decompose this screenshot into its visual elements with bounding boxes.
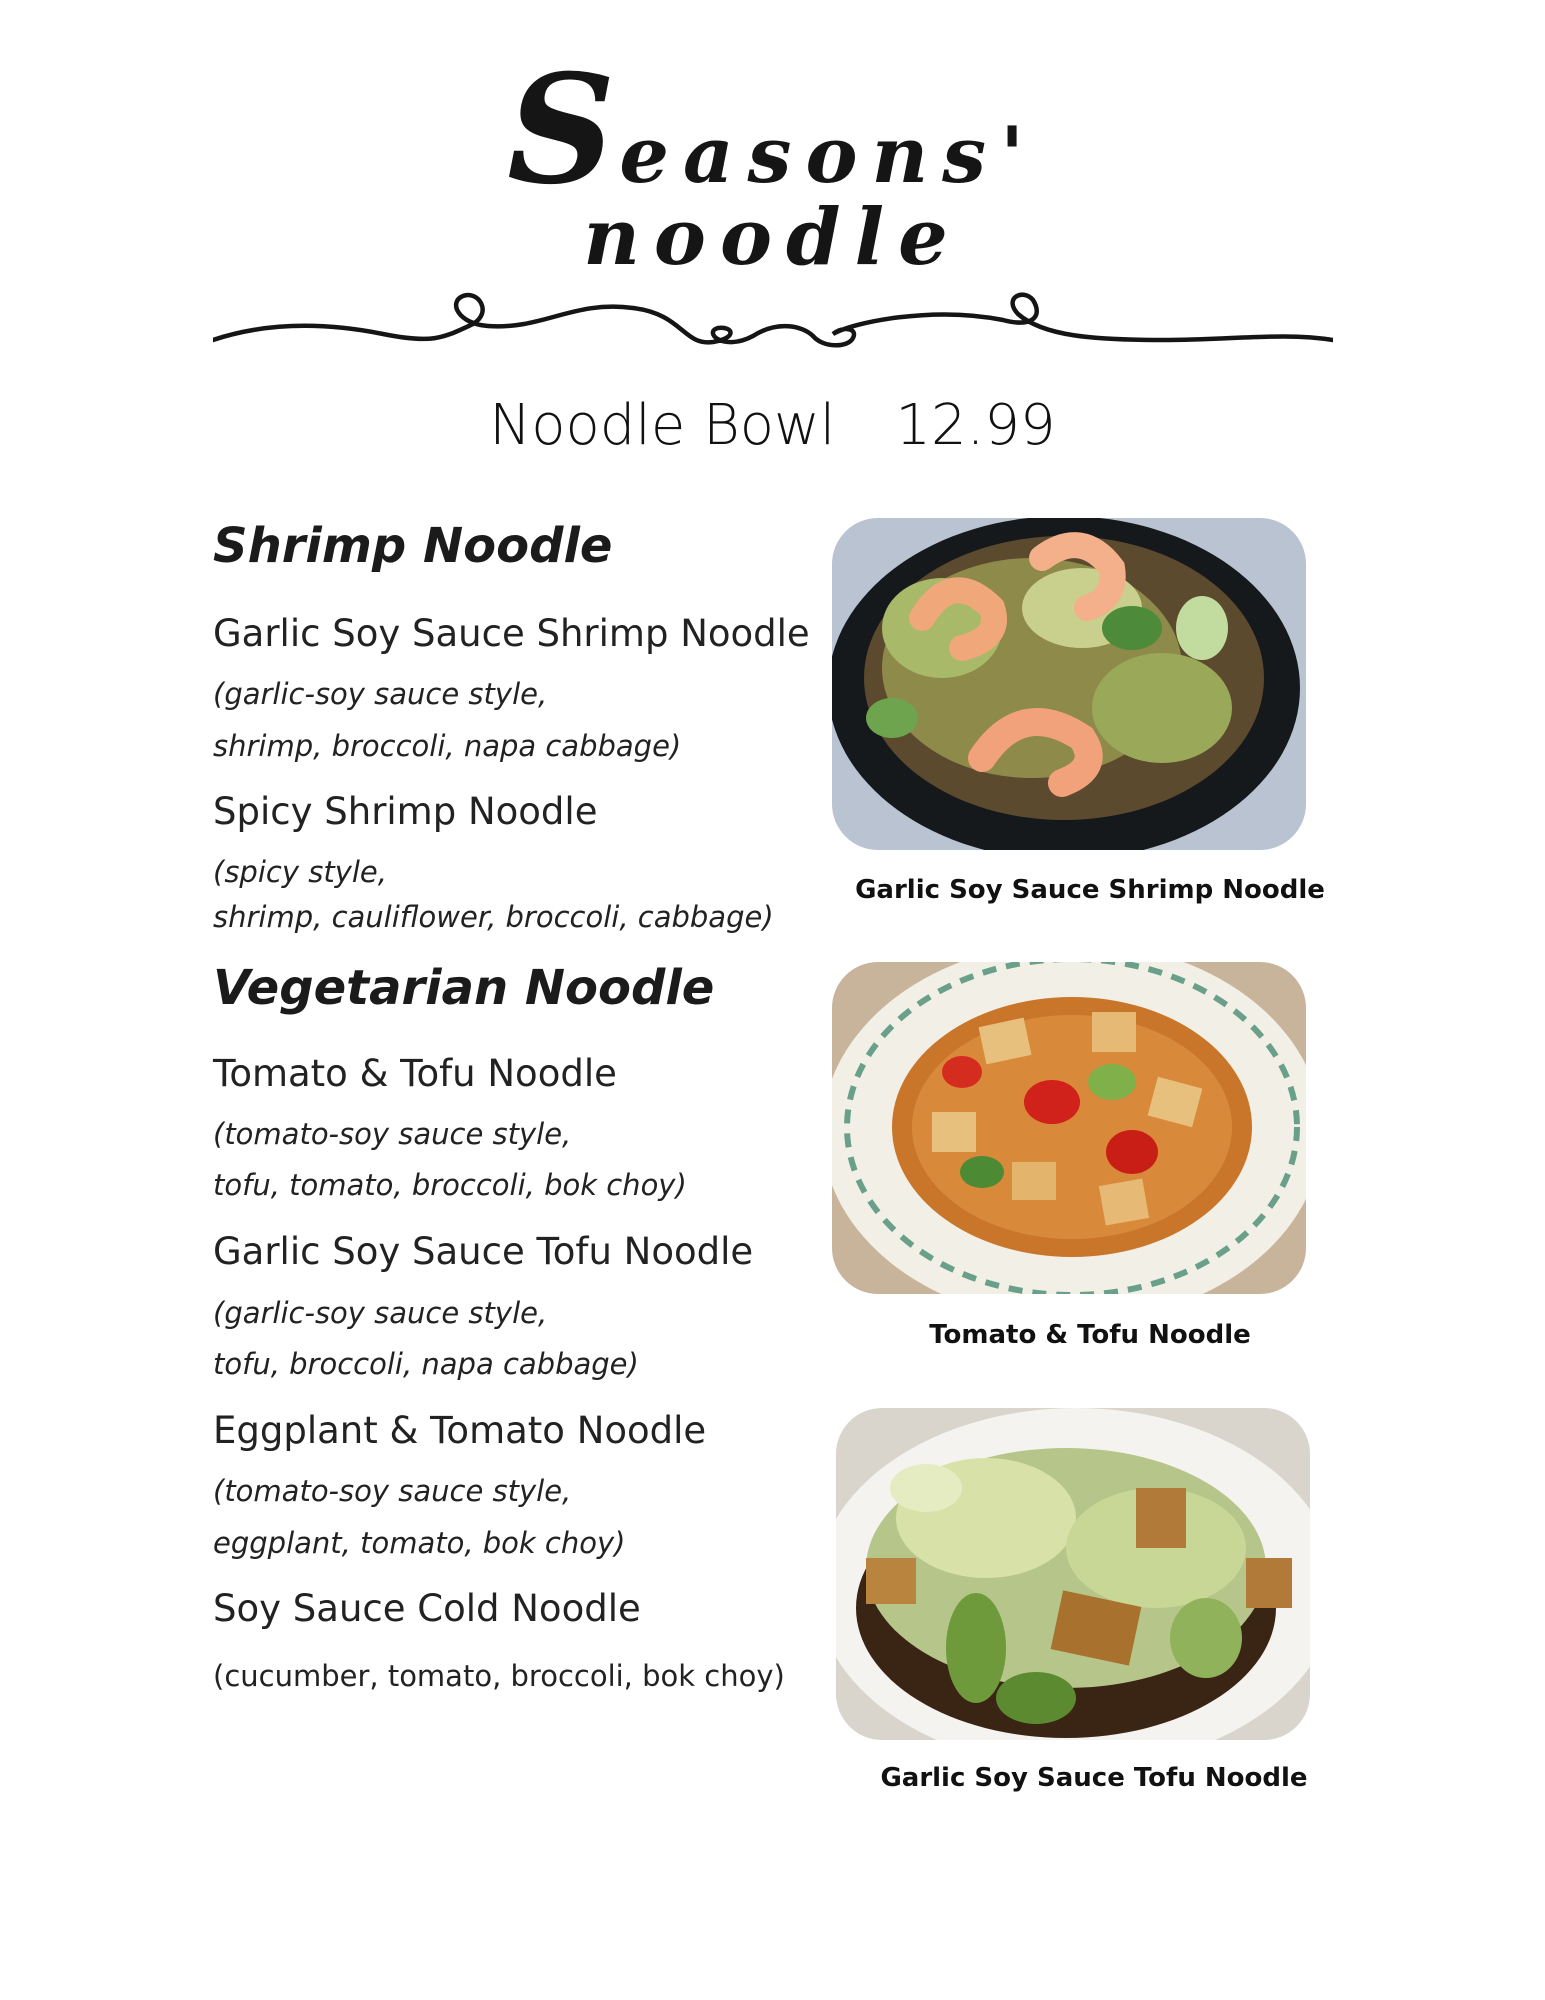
item-name: Spicy Shrimp Noodle	[213, 790, 598, 833]
item-desc: (tomato-soy sauce style,	[213, 1117, 572, 1151]
item-desc: tofu, broccoli, napa cabbage)	[213, 1347, 639, 1381]
item-name: Garlic Soy Sauce Tofu Noodle	[213, 1230, 754, 1273]
item-desc: shrimp, broccoli, napa cabbage)	[213, 729, 682, 763]
photo-tomato-tofu-noodle	[832, 962, 1306, 1294]
item-desc: (cucumber, tomato, broccoli, bok choy)	[213, 1659, 785, 1693]
item-desc: (garlic-soy sauce style,	[213, 677, 548, 711]
decorative-flourish	[213, 290, 1333, 360]
menu-title-rest: easons'	[619, 110, 1038, 201]
section-title-shrimp: Shrimp Noodle	[213, 518, 613, 574]
item-desc: tofu, tomato, broccoli, bok choy)	[213, 1168, 687, 1202]
item-name: Eggplant & Tomato Noodle	[213, 1409, 707, 1452]
item-name: Soy Sauce Cold Noodle	[213, 1587, 641, 1630]
photo-shrimp-noodle	[832, 518, 1306, 850]
photo-caption: Tomato & Tofu Noodle	[929, 1320, 1251, 1350]
photo-caption: Garlic Soy Sauce Shrimp Noodle	[855, 875, 1325, 905]
photo-garlic-tofu-noodle	[836, 1408, 1310, 1740]
item-desc: shrimp, cauliflower, broccoli, cabbage)	[213, 900, 774, 934]
item-name: Tomato & Tofu Noodle	[213, 1052, 617, 1095]
section-title-vegetarian: Vegetarian Noodle	[213, 960, 715, 1016]
bowl-label: Noodle Bowl	[489, 393, 836, 458]
bowl-price: 12.99	[895, 393, 1056, 458]
item-desc: (tomato-soy sauce style,	[213, 1474, 572, 1508]
item-desc: (spicy style,	[213, 855, 387, 889]
menu-title-initial: S	[507, 42, 620, 218]
item-desc: (garlic-soy sauce style,	[213, 1296, 548, 1330]
item-name: Garlic Soy Sauce Shrimp Noodle	[213, 612, 810, 655]
noodle-bowl-price-line	[0, 393, 1545, 458]
photo-caption: Garlic Soy Sauce Tofu Noodle	[880, 1763, 1308, 1793]
menu-subtitle: noodle	[583, 192, 962, 283]
item-desc: eggplant, tomato, bok choy)	[213, 1526, 626, 1560]
